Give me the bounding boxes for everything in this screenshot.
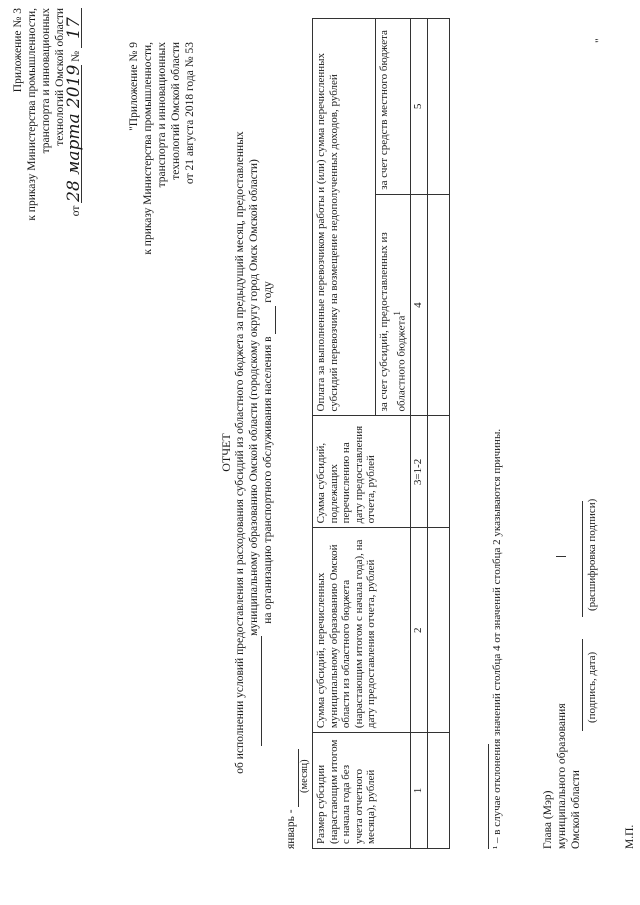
data-cell-5	[427, 19, 449, 195]
header-col4-text: за счет субсидий, предоставленных из областного бюджета	[378, 232, 408, 412]
appendix9-line1: "Приложение № 9	[128, 42, 140, 131]
signature-line1: Глава (Мэр)	[542, 790, 554, 849]
appendix9-line3: транспорта и инновационных	[156, 42, 168, 188]
year-blank	[262, 306, 276, 334]
stamp-label: М.П.	[624, 824, 636, 849]
report-line1: об исполнении условий предоставления и расходования субсидий из областного бюджета за предыдущий месяц, предоставленных	[234, 131, 246, 774]
pen-mark	[556, 556, 566, 557]
decode-caption: (расшифровка подписи)	[586, 498, 598, 611]
table-header-row-1	[313, 19, 376, 849]
report-line2: муниципальному образованию Омской области (городскому округу город Омск Омской области)	[248, 159, 260, 636]
col-number-2: 2	[410, 528, 427, 733]
month-blank	[285, 749, 299, 807]
col-number-3: 3=1-2	[410, 416, 427, 528]
appendix3-date-line	[64, 8, 84, 217]
handwritten-date: 28 марта 2019	[64, 64, 84, 202]
period-prefix: январь -	[285, 809, 297, 849]
footnote: ¹ – в случае отклонения значений столбца 4 от значений столбца 2 указываются причины.	[491, 428, 503, 849]
report-line2-wrap	[248, 0, 262, 905]
data-cell-1	[427, 733, 449, 849]
appendix3-line2: к приказу Министерства промышленности,	[26, 8, 38, 221]
data-cell-3	[427, 416, 449, 528]
signature-line2: муниципального образования	[556, 703, 568, 849]
period-line	[285, 749, 299, 849]
header-col5: за счет средств местного бюджета	[376, 19, 411, 195]
decode-rule	[582, 501, 583, 617]
data-cell-2	[427, 528, 449, 733]
header-col3: Сумма субсидий, подлежащих перечислению на дату предоставления отчета, рублей	[313, 416, 411, 528]
sign-caption: (подпись, дата)	[586, 651, 598, 723]
report-title: ОТЧЕТ	[219, 433, 233, 472]
header-col1: Размер субсидии (нарастающим итогом с начала года без учета отчетного месяца), рублей	[313, 733, 411, 849]
report-line3-b: году	[262, 281, 274, 303]
report-table	[312, 18, 450, 849]
appendix9-line4: технологий Омской области	[170, 42, 182, 180]
col-number-5: 5	[410, 19, 427, 195]
signature-rule	[582, 639, 583, 731]
header-col4-sup: 1	[391, 311, 402, 316]
header-col45: Оплата за выполненные перевозчиком работы и (или) сумма перечисленных субсидий перевозчику на возмещение недополученных доходов, рублей	[313, 19, 376, 416]
closing-quote: "	[594, 38, 606, 43]
date-prefix: от	[70, 205, 82, 217]
appendix3-line3: транспорта и инновационных	[40, 8, 52, 154]
appendix9-line2: к приказу Министерства промышленности,	[142, 42, 154, 255]
col-number-4: 4	[410, 194, 427, 416]
report-line3-a: на организацию транспортного обслуживания населения в	[262, 336, 274, 624]
appendix9-line5: от 21 августа 2018 года № 53	[184, 42, 196, 185]
table-number-row	[410, 19, 427, 849]
col-number-1: 1	[410, 733, 427, 849]
table-data-row	[427, 19, 449, 849]
report-line3-wrap	[262, 0, 276, 905]
appendix3-line1: Приложение № 3	[12, 8, 24, 93]
month-caption: (месяц)	[299, 759, 310, 793]
header-col4	[376, 194, 411, 416]
appendix3-line4: технологий Омской области	[54, 8, 66, 146]
number-prefix: №	[70, 50, 82, 62]
header-col2: Сумма субсидий, перечисленных муниципальному образованию Омской области из областного бюджета (нарастающим итогом с начала года), на дату предоставления отчета, рублей	[313, 528, 411, 733]
signature-line3: Омской области	[570, 770, 582, 849]
footnote-rule	[488, 744, 489, 849]
data-cell-4	[427, 194, 449, 416]
municipality-blank	[248, 636, 262, 746]
handwritten-number: 17	[68, 8, 82, 48]
